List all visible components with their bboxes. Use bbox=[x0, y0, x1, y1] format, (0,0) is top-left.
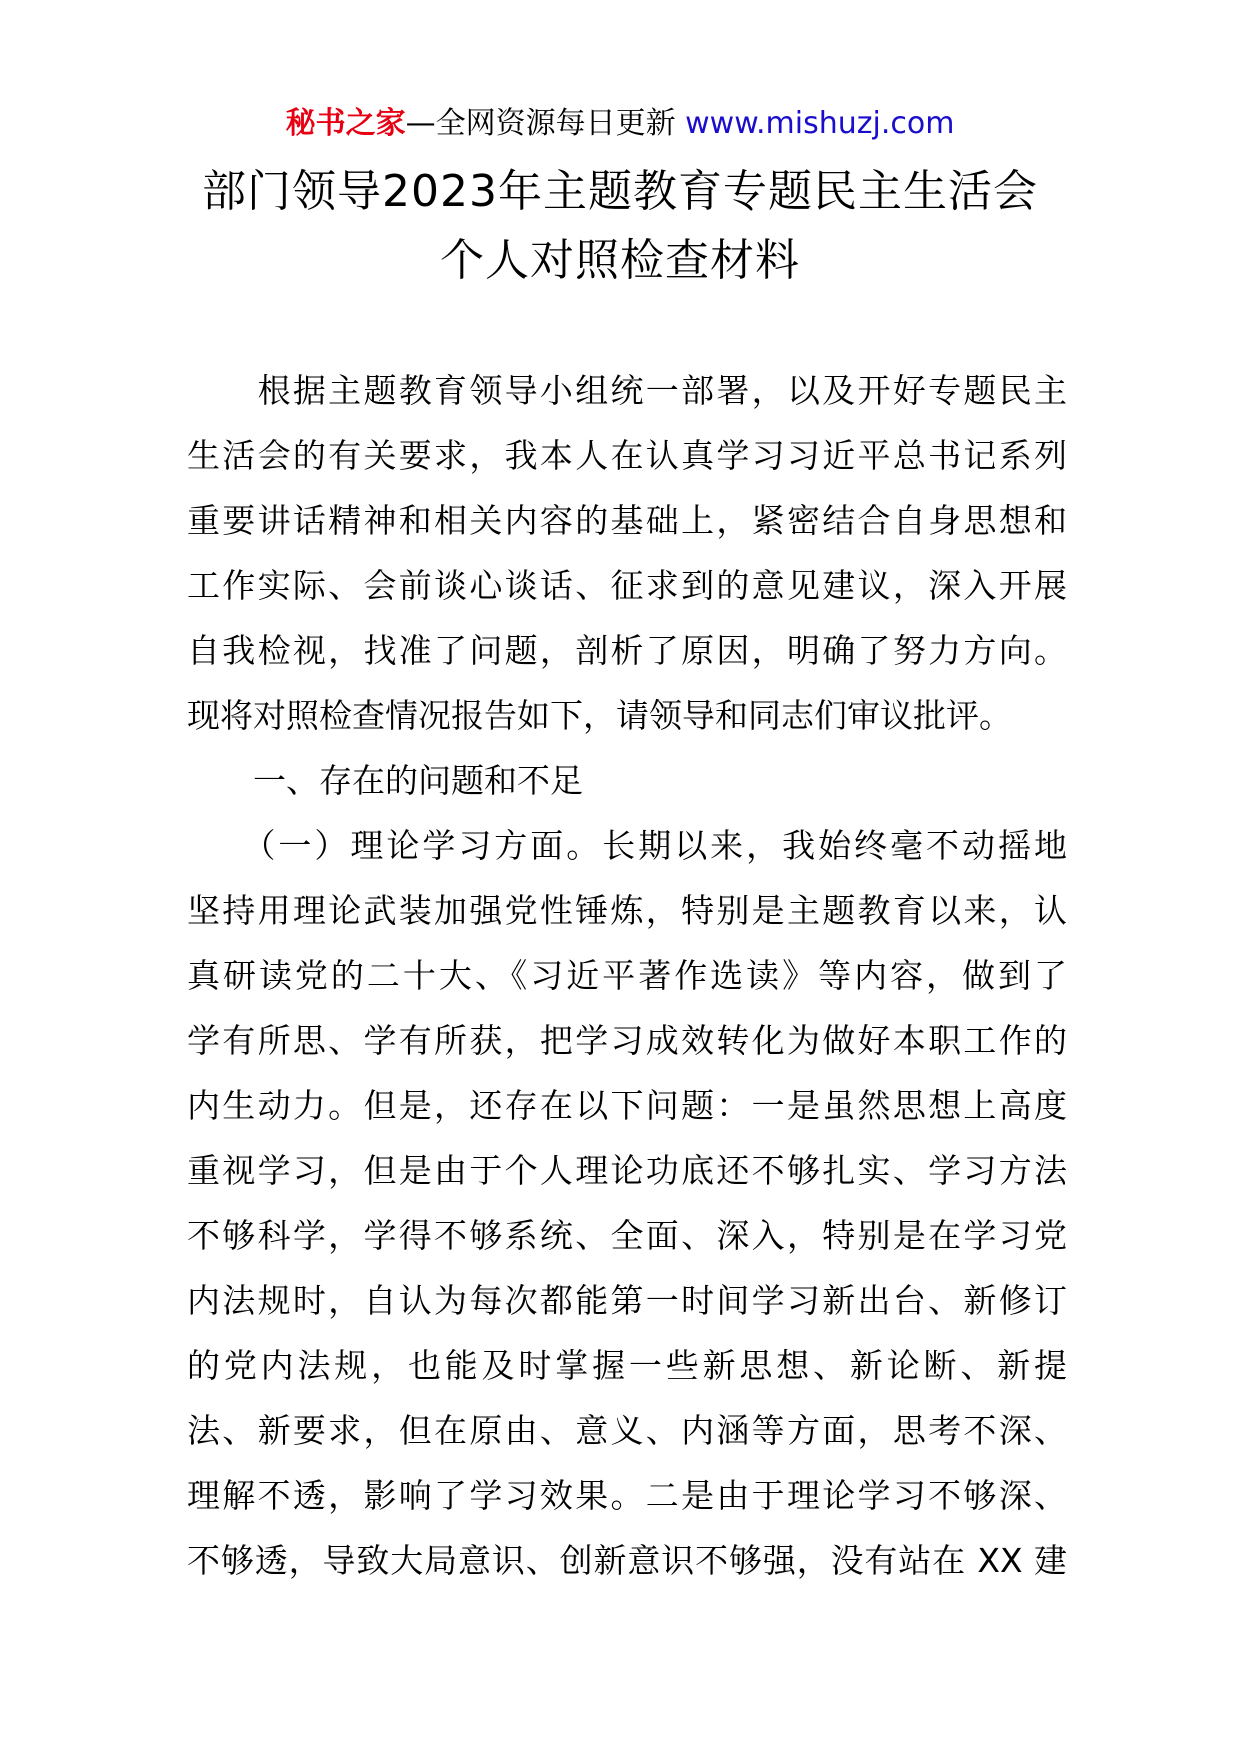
body-line: 法、新要求，但在原由、意义、内涵等方面，思考不深、 bbox=[187, 1411, 1067, 1450]
body-line: 理解不透，影响了学习效果。二是由于理论学习不够深、 bbox=[187, 1476, 1067, 1515]
body-line: 不够透，导致大局意识、创新意识不够强，没有站在 XX 建 bbox=[187, 1541, 1067, 1580]
body-line: 内生动力。但是，还存在以下问题：一是虽然思想上高度 bbox=[187, 1086, 1067, 1125]
header-tagline: —全网资源每日更新 bbox=[405, 106, 686, 141]
body-line: 重要讲话精神和相关内容的基础上，紧密结合自身思想和 bbox=[187, 501, 1067, 540]
body-line: 真研读党的二十大、《习近平著作选读》等内容，做到了 bbox=[187, 956, 1067, 995]
body-line: 工作实际、会前谈心谈话、征求到的意见建议，深入开展 bbox=[187, 566, 1067, 605]
body-line: （一）理论学习方面。长期以来，我始终毫不动摇地 bbox=[187, 826, 1067, 865]
section-heading: 一、存在的问题和不足 bbox=[187, 761, 583, 800]
document-title-line-2: 个人对照检查材料 bbox=[440, 235, 800, 286]
body-line: 自我检视，找准了问题，剖析了原因，明确了努力方向。 bbox=[187, 631, 1067, 670]
body-line: 的党内法规，也能及时掌握一些新思想、新论断、新提 bbox=[187, 1346, 1067, 1385]
body-line: 不够科学，学得不够系统、全面、深入，特别是在学习党 bbox=[187, 1216, 1067, 1255]
body-line: 学有所思、学有所获，把学习成效转化为做好本职工作的 bbox=[187, 1021, 1067, 1060]
body-line: 根据主题教育领导小组统一部署，以及开好专题民主 bbox=[187, 371, 1067, 410]
body-line: 重视学习，但是由于个人理论功底还不够扎实、学习方法 bbox=[187, 1151, 1067, 1190]
body-line: 坚持用理论武装加强党性锤炼，特别是主题教育以来，认 bbox=[187, 891, 1067, 930]
document-body bbox=[187, 358, 1067, 1593]
body-line: 生活会的有关要求，我本人在认真学习习近平总书记系列 bbox=[187, 436, 1067, 475]
body-line: 内法规时，自认为每次都能第一时间学习新出台、新修订 bbox=[187, 1281, 1067, 1320]
site-url-link[interactable]: www.mishuzj.com bbox=[685, 106, 955, 141]
document-title-line-1: 部门领导2023年主题教育专题民主生活会 bbox=[202, 166, 1038, 217]
site-header bbox=[0, 104, 1240, 144]
brand-name: 秘书之家 bbox=[285, 106, 406, 141]
body-line: 现将对照检查情况报告如下，请领导和同志们审议批评。 bbox=[187, 696, 1012, 735]
